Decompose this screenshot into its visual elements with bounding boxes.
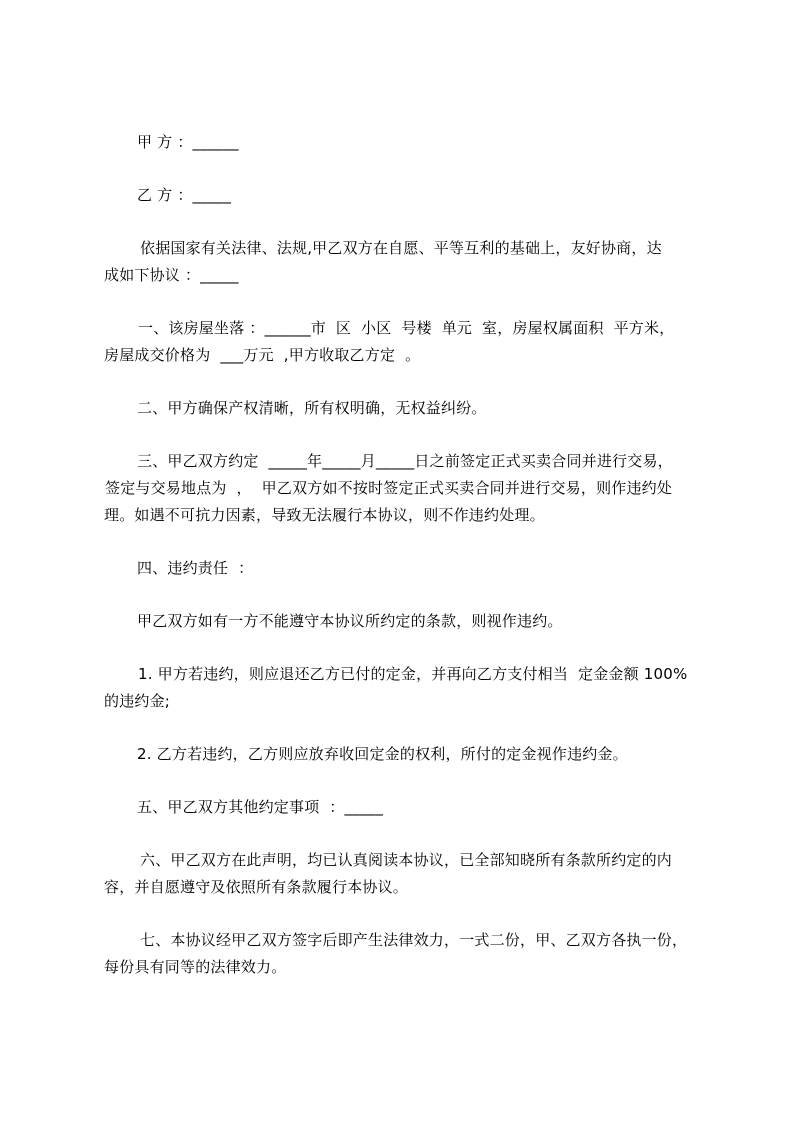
clause-5-line: 五、甲乙双方其他约定事项 ：_____ — [137, 798, 384, 816]
clause-3-line-3: 理。如遇不可抗力因素，导致无法履行本协议，则不作违约处理。 — [104, 506, 545, 524]
clause-6-line-2: 容，并自愿遵守及依照所有条款履行本协议。 — [104, 878, 409, 896]
clause-3-line-2: 签定与交易地点为 ， 甲乙双方如不按时签定正式买卖合同并进行交易，则作违约处 — [105, 479, 673, 497]
clause-1-line-2: 房屋成交价格为 ___万元 ,甲方收取乙方定 。 — [104, 346, 421, 364]
clause-3-line-1: 三、甲乙双方约定 _____年_____月_____日之前签定正式买卖合同并进行交易， — [137, 452, 673, 470]
clause-7-line-2: 每份具有同等的法律效力。 — [104, 958, 287, 976]
clause-6-line-1: 六、甲乙双方在此声明，均已认真阅读本协议，已全部知晓所有条款所约定的内 — [140, 851, 673, 869]
clause-4-intro: 甲乙双方如有一方不能遵守本协议所约定的条款，则视作违约。 — [137, 612, 563, 630]
party-b-line: 乙 方 ：_____ — [137, 186, 232, 204]
clause-4-title: 四、违约责任 ： — [137, 559, 254, 577]
clause-4-item-1-line-2: 的违约金; — [104, 692, 171, 710]
clause-4-item-2: 2. 乙方若违约，乙方则应放弃收回定金的权利，所付的定金视作违约金。 — [137, 745, 628, 763]
clause-1-line-1: 一、该房屋坐落 ：______市 区 小区 号楼 单元 室，房屋权属面积 平方米， — [138, 319, 675, 337]
party-a-line: 甲 方 ：______ — [137, 133, 239, 151]
clause-4-item-1-line-1: 1. 甲方若违约，则应退还乙方已付的定金，并再向乙方支付相当 定金金额 100% — [138, 665, 688, 683]
intro-line-1: 依据国家有关法律、法规,甲乙双方在自愿、平等互利的基础上，友好协商，达 — [140, 239, 662, 257]
clause-7-line-1: 七、本协议经甲乙双方签字后即产生法律效力，一式二份，甲、乙双方各执一份， — [140, 931, 688, 949]
clause-2-line: 二、甲方确保产权清晰，所有权明确，无权益纠纷。 — [137, 399, 487, 417]
intro-line-2: 成如下协议 ：_____ — [104, 266, 239, 284]
